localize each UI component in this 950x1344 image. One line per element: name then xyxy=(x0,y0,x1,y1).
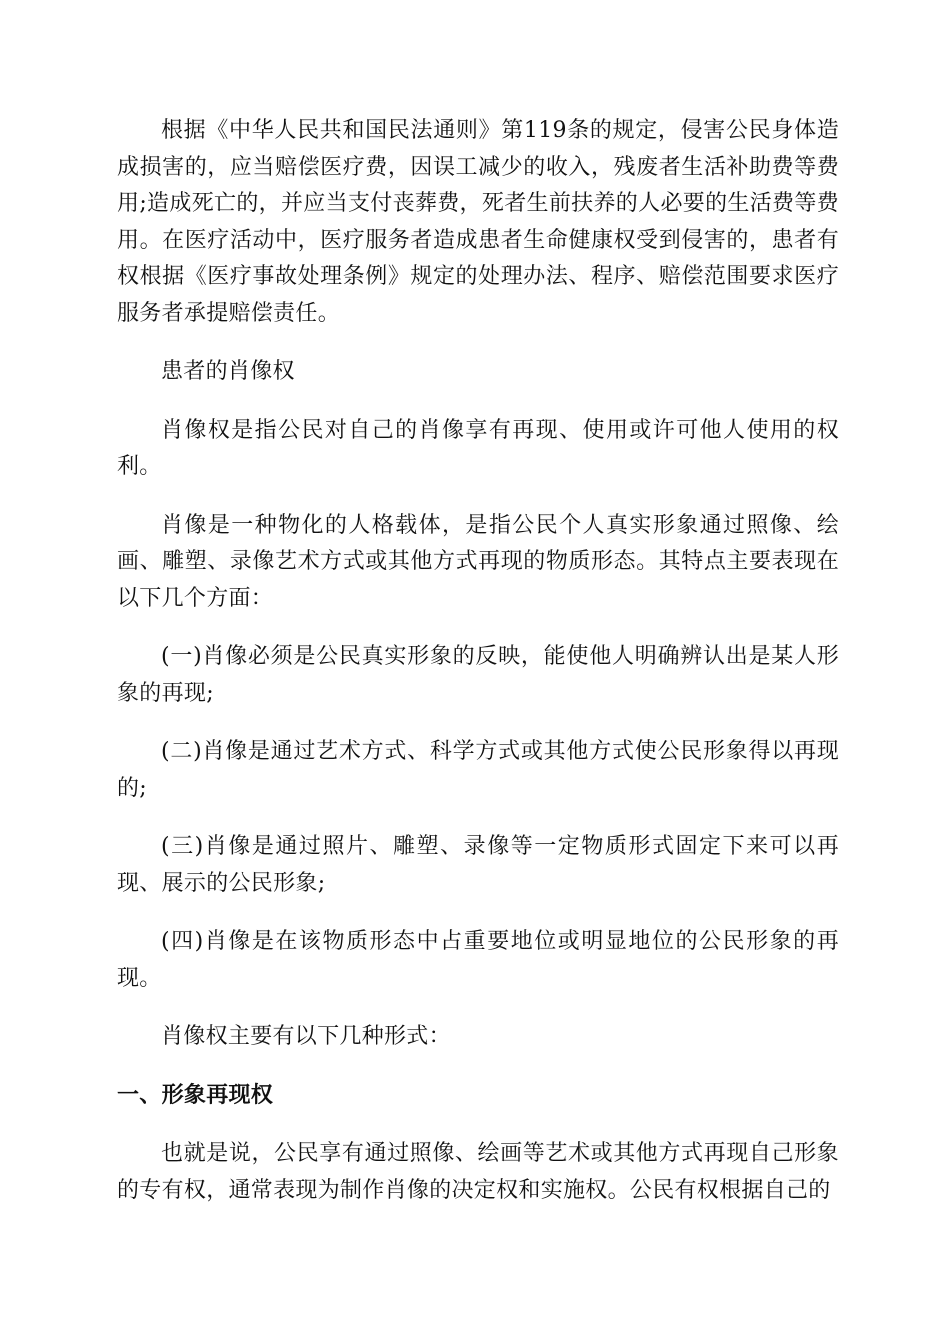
paragraph-portrait-right-title: 患者的肖像权 xyxy=(161,359,295,384)
list-item-1: (一)肖像必须是公民真实形象的反映，能使他人明确辨认出是某人形象的再现; xyxy=(117,644,839,706)
list-item-3: (三)肖像是通过照片、雕塑、录像等一定物质形式固定下来可以再现、展示的公民形象; xyxy=(117,834,839,896)
document-page xyxy=(117,113,839,1209)
paragraph-forms-intro: 肖像权主要有以下几种形式： xyxy=(161,1024,451,1049)
section-heading: 一、形象再现权 xyxy=(117,1082,274,1108)
list-item-4: (四)肖像是在该物质形态中占重要地位或明显地位的公民形象的再现。 xyxy=(117,929,839,991)
paragraph-compensation: 根据《中华人民共和国民法通则》第119条的规定，侵害公民身体造成损害的，应当赔偿医疗费，因误工减少的收入，残废者生活补助费等费用;造成死亡的，并应当支付丧葬费，死者生前扶养的人必要的生活费等费用。在医疗活动中，医疗服务者造成患者生命健康权受到侵害的，患者有权根据《医疗事故处理条例》规定的处理办法、程序、赔偿范围要求医疗服务者承提赔偿责任。 xyxy=(117,118,839,326)
paragraph-reproduction-right: 也就是说，公民享有通过照像、绘画等艺术或其他方式再现自己形象的专有权，通常表现为制作肖像的决定权和实施权。公民有权根据自己的 xyxy=(117,1141,839,1203)
paragraph-portrait-right-definition: 肖像权是指公民对自己的肖像享有再现、使用或许可他人使用的权利。 xyxy=(117,417,839,479)
paragraph-portrait-definition: 肖像是一种物化的人格载体，是指公民个人真实形象通过照像、绘画、雕塑、录像艺术方式或其他方式再现的物质形态。其特点主要表现在以下几个方面： xyxy=(117,512,839,611)
list-item-2: (二)肖像是通过艺术方式、科学方式或其他方式使公民形象得以再现的; xyxy=(117,739,839,801)
